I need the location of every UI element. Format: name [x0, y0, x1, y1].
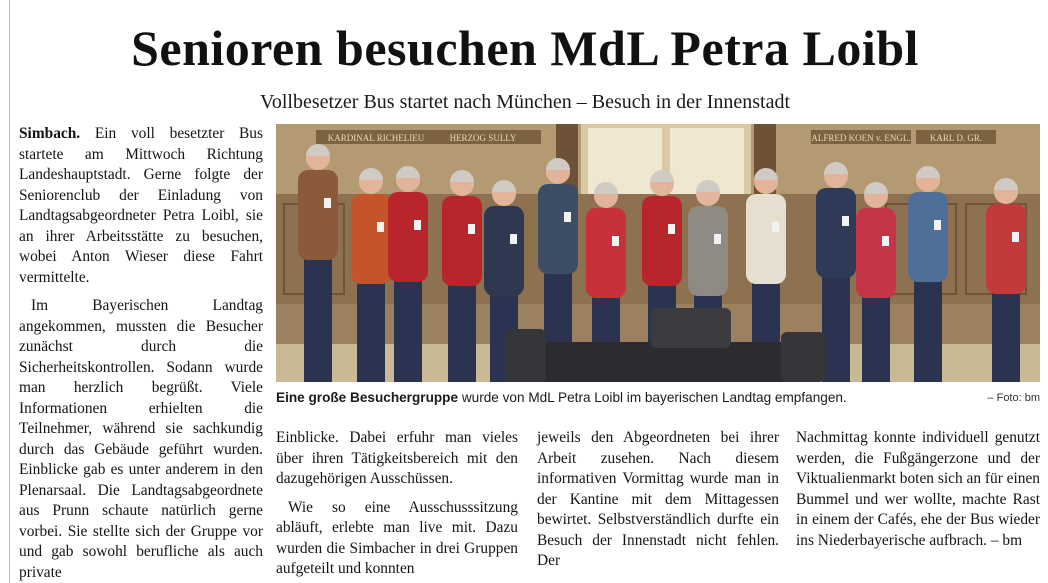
paragraph-1-text: Ein voll besetzter Bus startete am Mittwoch Richtung Landeshauptstadt. Gerne folgte der Seniorenclub der Einladung von Landtagsabgeordneter Petra Loibl, sie an ihrer Arbeitsstätte zu besuchen, wobei Anton Wieser diese Fahrt vermittelte. — [19, 125, 263, 286]
photo-credit: – Foto: bm — [987, 392, 1040, 404]
wall-sign-3: ALFRED KOEN v. ENGL. — [811, 133, 911, 143]
person-figure — [388, 166, 428, 382]
column-rule — [9, 0, 10, 583]
person-figure — [908, 166, 948, 382]
caption-bold: Eine große Besuchergruppe — [276, 390, 459, 405]
wall-sign-1: KARDINAL RICHELIEU — [327, 133, 425, 143]
person-figure — [442, 170, 482, 382]
article-column-1 — [19, 124, 263, 583]
paragraph-1 — [19, 124, 263, 288]
person-figure — [298, 144, 338, 382]
subheadline: Vollbesetzer Bus startet nach München – Besuch in der Innenstadt — [259, 91, 791, 113]
paragraph-3: Einblicke. Dabei erfuhr man vieles über ihren Tätigkeitsbereich mit den dazugehörigen Ausschüssen. — [276, 429, 518, 487]
caption-text: wurde von MdL Petra Loibl im bayerischen Landtag empfangen. — [458, 390, 847, 405]
headline: Senioren besuchen MdL Petra Loibl — [131, 20, 919, 76]
article-column-4 — [796, 428, 1040, 551]
wall-sign-2: HERZOG SULLY — [449, 133, 517, 143]
wall-sign-4: KARL D. GR. — [929, 133, 983, 143]
article-column-2 — [276, 428, 518, 580]
photo-caption — [276, 388, 1040, 408]
article-photo — [276, 124, 1040, 382]
paragraph-5: jeweils den Abgeordneten bei ihrer Arbeit zusehen. Nach diesem informativen Vormittag wurde man in der Kantine mit dem Mittagessen bewirtet. Selbstverständlich durfte ein Besuch der Innenstadt nicht fehlen. Der — [537, 429, 779, 569]
group-photo-illustration — [276, 124, 1040, 382]
paragraph-4: Wie so eine Ausschusssitzung abläuft, erlebte man live mit. Dazu wurden die Simbacher in drei Gruppen aufgeteilt und konnten — [276, 498, 518, 577]
paragraph-6: Nachmittag konnte individuell genutzt werden, die Fußgängerzone und der Viktualienmarkt boten sich an für einen Bummel und wer wollte, machte Rast in einem der Cafés, ehe der Bus wieder ins Niederbayerische aufbrach. – bm — [796, 429, 1040, 549]
person-figure — [351, 168, 391, 382]
article-column-3 — [537, 428, 779, 572]
person-figure — [856, 182, 896, 382]
dateline: Simbach. — [19, 125, 81, 142]
paragraph-2: Im Bayerischen Landtag angekommen, mussten die Besucher zunächst durch die Sicherheitskontrollen. Sodann wurde man herzlich begrüßt. Viele Informationen erhielten die Teilnehmer, während sie sachkundig durch das Gebäude geführt wurden. Einblicke gab es unter anderem in den Plenarsaal. Die Landtagsabgeordnete aus Prunn schaute natürlich gerne vorbei. Sie stellte sich der Gruppe vor und gab sowohl berufliche als auch private — [19, 297, 263, 581]
person-figure — [986, 178, 1026, 382]
